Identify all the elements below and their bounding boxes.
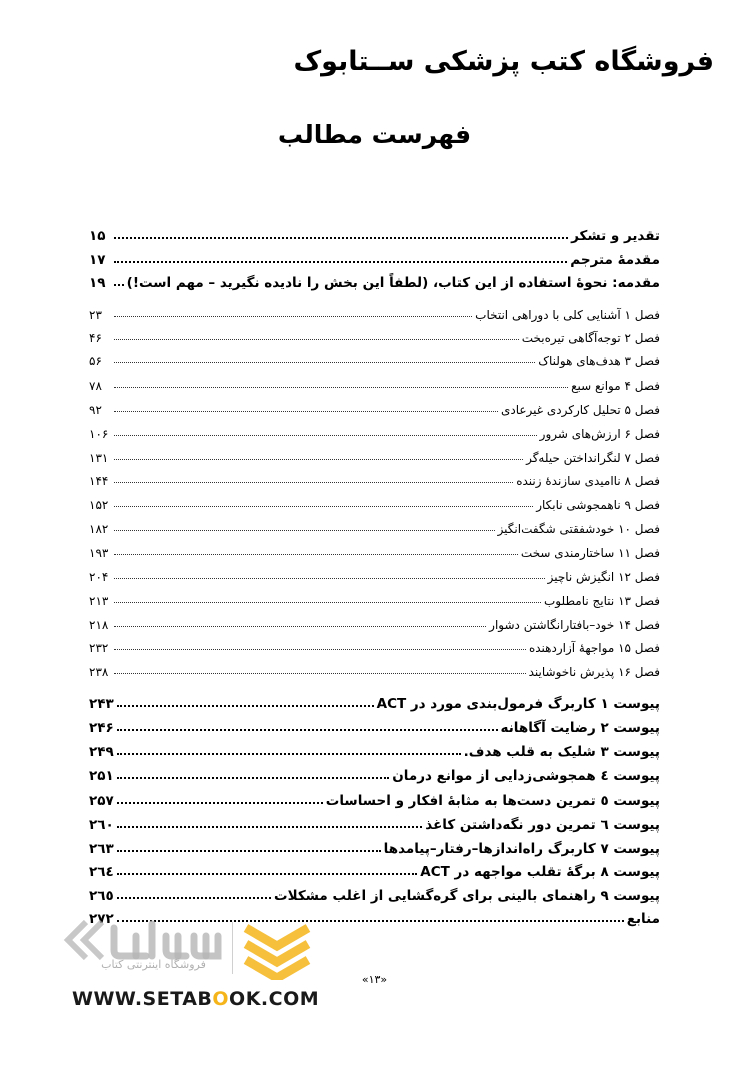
- toc-entry-page: ۵۶: [89, 354, 102, 368]
- toc-entry-label: فصل ۷ لنگرانداختن حیله‌گر: [526, 451, 660, 465]
- toc-leader: [117, 802, 323, 804]
- toc-entry-label: پیوست ۸ برگۀ تقلب مواجهه در ACT: [420, 864, 660, 880]
- toc-entry-appendix: [89, 813, 660, 833]
- toc-entry-label: فصل ۱۶ پذیرش ناخوشایند: [528, 665, 660, 679]
- toc-entry-label: پیوست ۲ رضایت آگاهانه: [500, 720, 660, 736]
- toc-entry-chapter: [89, 421, 660, 441]
- toc-entry-label: فصل ۳ هدف‌های هولناک: [538, 354, 660, 368]
- watermark-url-suffix: OK.COM: [229, 988, 320, 1010]
- toc-entry-label: فصل ۱۳ نتایج نامطلوب: [543, 594, 660, 608]
- toc-leader: [114, 237, 568, 239]
- toc-entry-page: ۱۵: [89, 228, 106, 244]
- toc-entry-appendix: [89, 740, 660, 760]
- toc-entry-page: ۲۴۳: [89, 696, 114, 712]
- toc-entry-page: ۲٦٥: [89, 888, 114, 904]
- toc-entry-label: پیوست ٦ تمرین دور نگه‌داشتن کاغذ: [425, 817, 660, 833]
- toc-entry-page: ۲۵۷: [89, 793, 114, 809]
- watermark: [56, 914, 321, 1014]
- toc-entry-chapter: [89, 397, 660, 417]
- toc-leader: [114, 411, 498, 412]
- toc-entry-label: فصل ۱۱ ساختارمندی سخت: [520, 546, 660, 560]
- watermark-url-accent: O: [212, 988, 230, 1010]
- toc-entry-page: ۲۰۴: [89, 570, 109, 584]
- toc-entry-chapter: [89, 492, 660, 512]
- toc-entry-page: ۷۸: [89, 379, 102, 393]
- toc-leader: [117, 777, 390, 779]
- toc-entry-chapter: [89, 635, 660, 655]
- toc-entry-appendix: [89, 764, 660, 784]
- toc-entry-label: پیوست ۳ شلیک به قلب هدف.: [463, 744, 660, 760]
- toc-entry-page: ۲۳۲: [89, 641, 109, 655]
- toc-entry-page: ۱۵۲: [89, 498, 109, 512]
- toc-leader: [117, 850, 381, 852]
- toc-entry-label: فصل ۶ ارزش‌های شرور: [539, 427, 660, 441]
- toc-leader: [114, 602, 541, 603]
- toc-entry-page: ۹۲: [89, 403, 102, 417]
- toc-entry-appendix: [89, 860, 660, 880]
- toc-leader: [114, 261, 567, 263]
- toc-leader: [117, 826, 423, 828]
- toc-entry-page: ۱۹: [89, 275, 106, 291]
- toc-entry-page: ۲۱۳: [89, 594, 109, 608]
- toc-entry-chapter: [89, 540, 660, 560]
- toc-leader: [114, 626, 486, 627]
- toc-entry-label: فصل ۱۰ خودشفقتی شگفت‌انگیز: [497, 522, 660, 536]
- toc-entry-page: ۲۳۸: [89, 665, 109, 679]
- header-title: فروشگاه کتب پزشکی ســتابوک: [293, 46, 714, 77]
- toc-leader: [117, 753, 461, 755]
- toc-entry-label: فصل ۱۵ مواجهۀ آزاردهنده: [528, 641, 660, 655]
- toc-entry-page: ۱۴۴: [89, 474, 109, 488]
- toc-entry-appendix: [89, 692, 660, 712]
- toc-entry-chapter: [89, 325, 660, 345]
- watermark-divider: [232, 922, 233, 974]
- toc-entry-page: ۲۷۲: [89, 911, 114, 927]
- toc-leader: [114, 339, 519, 340]
- toc-entry-appendix: [89, 884, 660, 904]
- toc-entry-label: مقدمه: نحوۀ استفاده از این کتاب، (لطفاً این بخش را نادیده نگیرید – مهم است!): [126, 275, 660, 291]
- toc-entry-page: ۲۱۸: [89, 618, 109, 632]
- toc-entry-page: ۲۴۶: [89, 720, 114, 736]
- toc-leader: [114, 284, 124, 286]
- toc-entry-label: پیوست ٤ همجوشی‌زدایی از موانع درمان: [392, 768, 660, 784]
- toc-entry-page: ۲۴۹: [89, 744, 114, 760]
- toc-leader: [117, 873, 418, 875]
- toc-entry-label: فصل ۱۴ خود–بافتارانگاشتن دشوار: [489, 618, 660, 632]
- toc-entry-label: فصل ۱۲ انگیزش ناچیز: [547, 570, 660, 584]
- toc-leader: [114, 482, 513, 483]
- toc-leader: [114, 554, 518, 555]
- toc-entry-page: ۲۵۱: [89, 768, 114, 784]
- toc-entry-chapter: [89, 373, 660, 393]
- toc-heading: فهرست مطالب: [277, 120, 472, 149]
- toc-entry-label: فصل ۱ آشنایی کلی با دوراهی انتخاب: [475, 308, 660, 322]
- toc-entry-appendix: [89, 789, 660, 809]
- toc-entry-chapter: [89, 564, 660, 584]
- toc-leader: [114, 578, 545, 579]
- toc-entry-chapter: [89, 588, 660, 608]
- toc-entry-page: ۲٦۳: [89, 841, 114, 857]
- toc-leader: [117, 897, 271, 899]
- toc-entry-label: پیوست ۹ راهنمای بالینی برای گره‌گشایی از اغلب مشکلات: [274, 888, 660, 904]
- toc-leader: [114, 435, 537, 436]
- toc-leader: [114, 362, 535, 363]
- toc-entry-label: منابع: [626, 911, 660, 927]
- toc-entry-label: پیوست ٥ تمرین دست‌ها به مثابۀ افکار و احساسات: [325, 793, 660, 809]
- toc-leader: [114, 387, 568, 388]
- page-number: «۱۳»: [361, 973, 388, 986]
- toc-entry-label: تقدیر و تشکر: [571, 228, 660, 244]
- toc-leader: [114, 649, 526, 650]
- toc-entry-page: ۲٦٤: [89, 864, 114, 880]
- toc-entry-page: ۲۳: [89, 308, 102, 322]
- toc-entry-label: فصل ۵ تحلیل کارکردی غیرعادی: [500, 403, 660, 417]
- toc-entry-page: ۴۶: [89, 331, 102, 345]
- toc-entry-chapter: [89, 468, 660, 488]
- toc-entry-front: [89, 224, 660, 244]
- toc-entry-chapter: [89, 612, 660, 632]
- toc-leader: [114, 673, 526, 674]
- toc-entry-appendix: [89, 837, 660, 857]
- toc-leader: [114, 530, 495, 531]
- toc-entry-front: [89, 248, 660, 268]
- toc-entry-page: ۱۹۳: [89, 546, 109, 560]
- toc-entry-label: پیوست ۷ کاربرگ راه‌اندازها–رفتار–پیامدها: [383, 841, 660, 857]
- toc-entry-page: ۱۷: [89, 252, 106, 268]
- toc-leader: [117, 729, 498, 731]
- toc-entry-appendix: [89, 716, 660, 736]
- toc-entry-label: فصل ۸ ناامیدی سازندۀ زننده: [516, 474, 660, 488]
- watermark-shop-text: فروشگاه اینترنتی کتاب: [101, 958, 206, 971]
- toc-entry-chapter: [89, 302, 660, 322]
- toc-entry-chapter: [89, 659, 660, 679]
- toc-entry-label: فصل ۴ موانع سبع: [571, 379, 660, 393]
- toc-entry-label: مقدمۀ مترجم: [570, 252, 660, 268]
- watermark-url: [72, 988, 332, 1010]
- toc-leader: [114, 506, 533, 507]
- toc-entry-chapter: [89, 348, 660, 368]
- toc-entry-label: فصل ۲ توجه‌آگاهی تیره‌بخت: [521, 331, 660, 345]
- toc-entry-page: ۱۳۱: [89, 451, 109, 465]
- toc-entry-chapter: [89, 445, 660, 465]
- toc-entry-chapter: [89, 516, 660, 536]
- toc-entry-page: ۲٦۰: [89, 817, 114, 833]
- toc-entry-front: [89, 271, 660, 291]
- toc-leader: [117, 705, 374, 707]
- toc-entry-page: ۱۰۶: [89, 427, 109, 441]
- toc-leader: [114, 459, 523, 460]
- watermark-url-prefix: WWW.SETAB: [72, 988, 213, 1010]
- toc-leader: [114, 316, 472, 317]
- toc-entry-label: فصل ۹ ناهمجوشی نابکار: [536, 498, 660, 512]
- setabook-logo-icon: [242, 920, 312, 980]
- toc-entry-page: ۱۸۲: [89, 522, 109, 536]
- toc-entry-label: پیوست ۱ کاربرگ فرمول‌بندی مورد در ACT: [376, 696, 660, 712]
